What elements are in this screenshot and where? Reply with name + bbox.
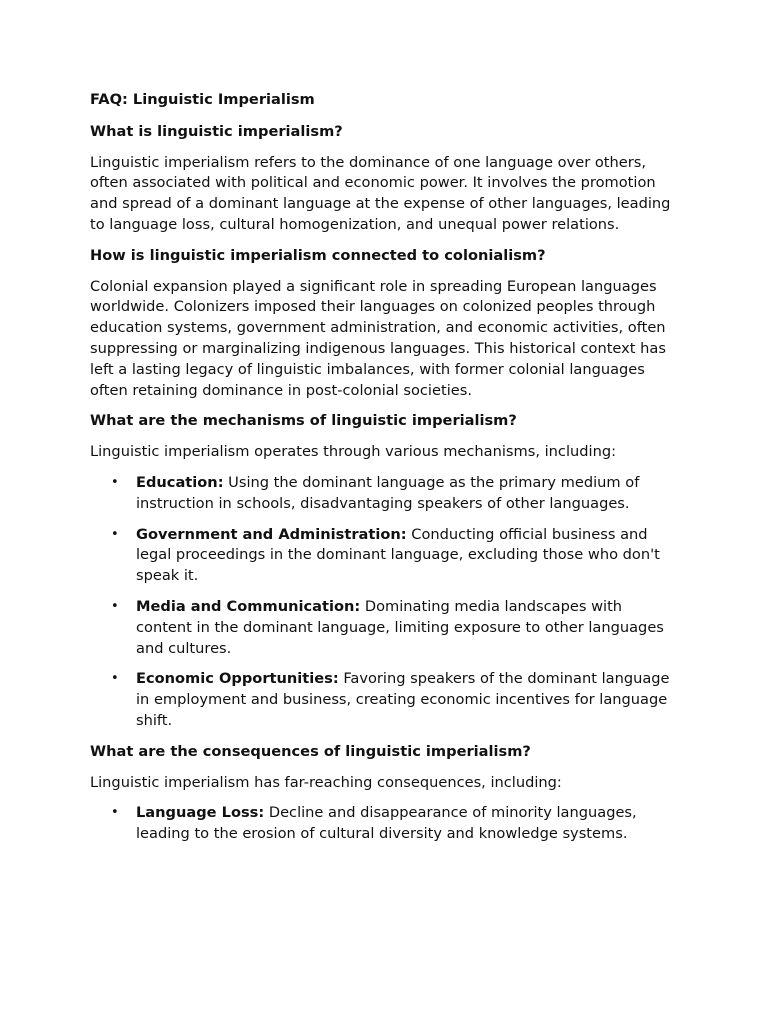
list-item-term: Economic Opportunities: bbox=[136, 670, 339, 688]
list-item-text: Conducting official business and legal proceedings in the dominant language, excluding those who don't speak it. bbox=[136, 525, 660, 585]
list-item bbox=[90, 597, 680, 659]
faq-answer: Colonial expansion played a significant role in spreading European languages worldwide. Colonizers imposed their languages on colonized peoples through education systems, government administration, and economic activities, often suppressing or marginalizing indigenous languages. This historical context has left a lasting legacy of linguistic imbalances, with former colonial languages often retaining dominance in post-colonial societies. bbox=[90, 277, 666, 399]
bullet-icon: • bbox=[111, 526, 119, 542]
list-item-text: Using the dominant language as the primary medium of instruction in schools, disadvantaging speakers of other languages. bbox=[136, 473, 640, 512]
list-item bbox=[90, 473, 680, 515]
document-title: FAQ: Linguistic Imperialism bbox=[90, 91, 315, 108]
bullet-icon: • bbox=[111, 598, 119, 614]
list-item-term: Language Loss: bbox=[136, 804, 265, 822]
faq-answer: Linguistic imperialism refers to the dominance of one language over others, often associated with political and economic power. It involves the promotion and spread of a dominant language at the expense of other languages, leading to language loss, cultural homogenization, and unequal power relations. bbox=[90, 153, 671, 233]
list-item-term: Education: bbox=[136, 473, 224, 491]
bullet-icon: • bbox=[111, 474, 119, 490]
list-item bbox=[90, 669, 680, 731]
list-item-term: Government and Administration: bbox=[136, 525, 407, 543]
faq-question: How is linguistic imperialism connected to colonialism? bbox=[90, 246, 546, 264]
bullet-icon: • bbox=[111, 805, 119, 821]
list-item bbox=[90, 525, 680, 587]
document-page bbox=[90, 90, 680, 855]
list-item-text: Decline and disappearance of minority languages, leading to the erosion of cultural diversity and knowledge systems. bbox=[136, 804, 637, 843]
list-item-text: Dominating media landscapes with content in the dominant language, limiting exposure to other languages and cultures. bbox=[136, 597, 664, 657]
faq-question: What are the consequences of linguistic imperialism? bbox=[90, 742, 531, 760]
mechanisms-list bbox=[90, 473, 680, 732]
faq-question: What is linguistic imperialism? bbox=[90, 122, 343, 140]
bullet-icon: • bbox=[111, 671, 119, 687]
list-item bbox=[90, 803, 680, 845]
list-item-text: Favoring speakers of the dominant language in employment and business, creating economic incentives for language shift. bbox=[136, 670, 670, 729]
consequences-list bbox=[90, 803, 680, 845]
faq-intro: Linguistic imperialism has far-reaching consequences, including: bbox=[90, 773, 562, 791]
list-item-term: Media and Communication: bbox=[136, 597, 361, 615]
faq-intro: Linguistic imperialism operates through various mechanisms, including: bbox=[90, 443, 617, 461]
faq-question: What are the mechanisms of linguistic imperialism? bbox=[90, 412, 517, 430]
